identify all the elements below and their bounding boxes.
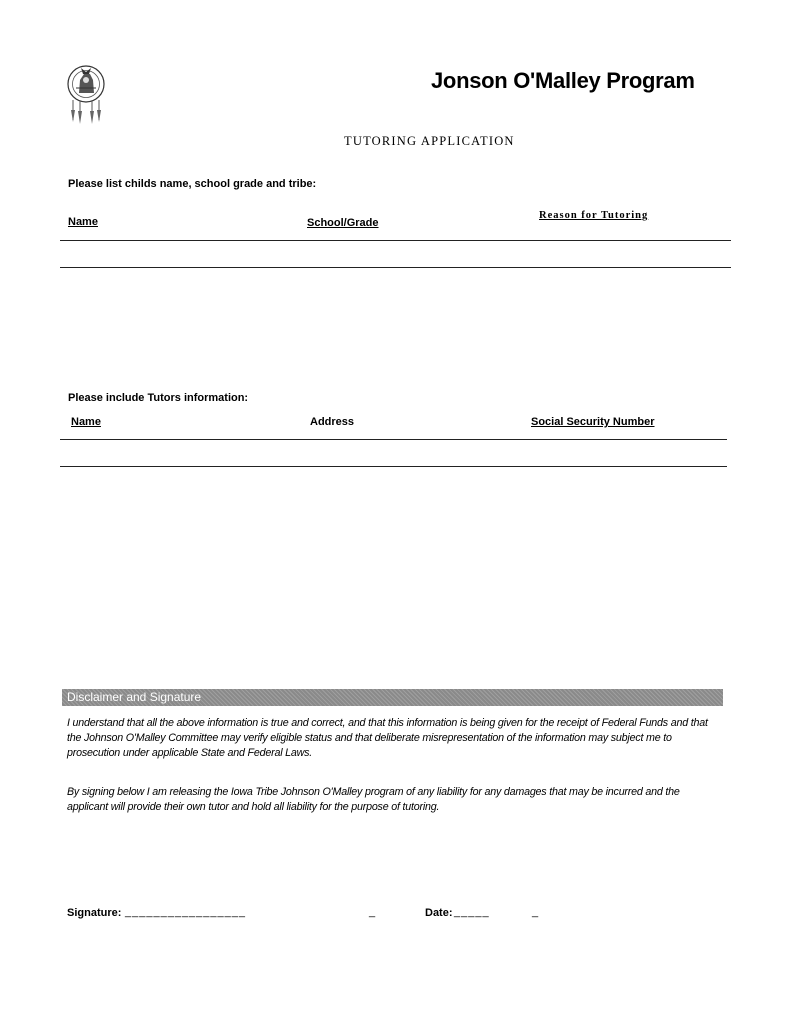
date-field-tail: _ — [532, 906, 540, 918]
child-row-line-1 — [60, 240, 731, 241]
signature-label: Signature: — [67, 907, 122, 919]
child-col-school-grade: School/Grade — [307, 217, 379, 229]
date-field[interactable]: _____ — [454, 906, 490, 918]
form-title: TUTORING APPLICATION — [344, 134, 515, 148]
disclaimer-paragraph-1: I understand that all the above information is true and correct, and that this information is being given for the receipt of Federal Funds and that the Johnson O'Malley Committee may verify eligible status and that deliberate misrepresentation of the information may subject me to prosecution under applicable State and Federal Laws. — [67, 717, 708, 759]
program-title: Jonson O'Malley Program — [431, 68, 695, 93]
date-label: Date: — [425, 907, 453, 919]
tribe-seal-logo — [64, 64, 108, 126]
disclaimer-paragraph-2: By signing below I am releasing the Iowa Tribe Johnson O'Malley program of any liability for any damages that may be incurred and the applicant will provide their own tutor and hold all liability for the purpose of tutoring. — [67, 786, 680, 813]
tutor-col-ssn: Social Security Number — [531, 416, 655, 428]
seal-emblem-icon — [64, 64, 108, 126]
tutor-col-name: Name — [71, 416, 101, 428]
tutor-row-line-1 — [60, 439, 727, 440]
signature-field[interactable]: _________________ — [125, 906, 247, 918]
disclaimer-heading: Disclaimer and Signature — [62, 689, 723, 706]
child-col-name: Name — [68, 216, 98, 228]
tutor-col-address: Address — [310, 416, 355, 428]
child-row-line-2 — [60, 267, 731, 268]
tutor-instruction: Please include Tutors information: — [68, 392, 249, 404]
child-instruction: Please list childs name, school grade and tribe: — [68, 178, 317, 190]
child-col-reason: Reason for Tutoring — [539, 210, 649, 221]
tutor-row-line-2 — [60, 466, 727, 467]
signature-field-tail: _ — [369, 906, 377, 918]
